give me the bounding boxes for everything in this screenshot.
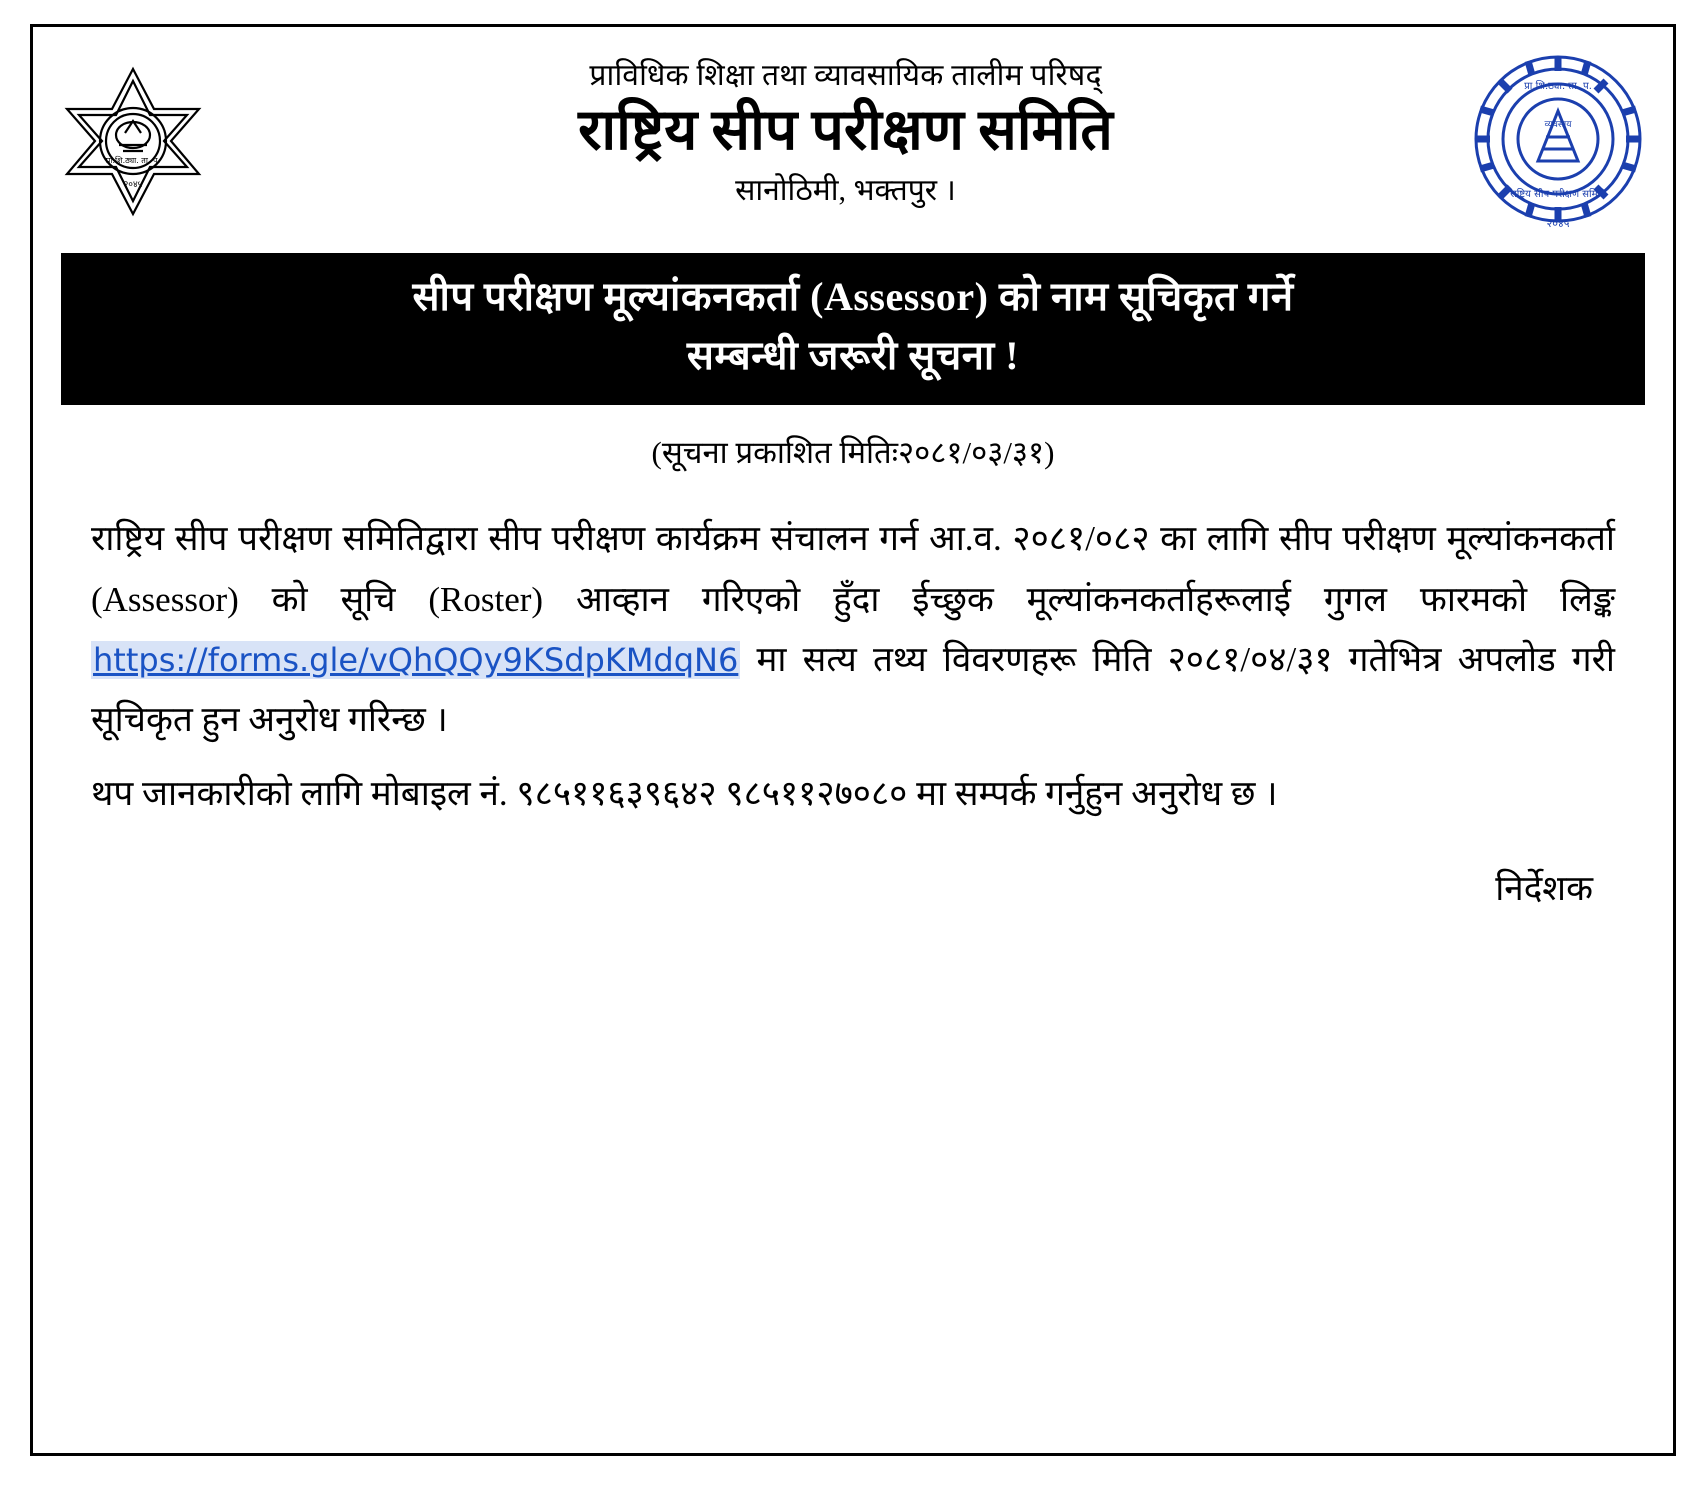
council-name: प्राविधिक शिक्षा तथा व्यावसायिक तालीम परिषद् xyxy=(589,59,1102,92)
body-paragraph-1-part-b: मा सत्य तथ्य विवरणहरू मिति २०८१/०४/३१ गतेभित्र अपलोड गरी सूचिकृत हुन अनुरोध गरिन्छ । xyxy=(91,639,1615,739)
seal-top-text: प्रा.शि.ठ्या. ता. प. xyxy=(1524,81,1592,92)
notice-title-line-1: सीप परीक्षण मूल्यांकनकर्ता (Assessor) को नाम सूचिकृत गर्ने xyxy=(412,274,1294,319)
signatory: निर्देशक xyxy=(1495,869,1593,909)
published-date: (सूचना प्रकाशित मितिः२०८१/०३/३१) xyxy=(651,435,1055,471)
body-paragraph-1 xyxy=(91,509,1615,750)
notice-title-bar xyxy=(61,253,1645,405)
body-paragraph-2: थप जानकारीको लागि मोबाइल नं. ९८५११६३९६४२ ९८५११२७०८० मा सम्पर्क गर्नुहुन अनुरोध छ । xyxy=(91,774,1278,814)
body-paragraph-1-part-a: राष्ट्रिय सीप परीक्षण समितिद्वारा सीप परीक्षण कार्यक्रम संचालन गर्न आ.व. २०८१/०८२ का लागि सीप परीक्षण मूल्यांकनकर्ता (Assessor) को सूचि (Roster) आव्हान गरिएको हुँदा ईच्छुक मूल्यांकनकर्ताहरूलाई गुगल फारमको लिङ्क xyxy=(91,519,1615,619)
left-emblem-label: प्रा.शि.ठ्या. ता. प. xyxy=(105,156,161,165)
notice-body xyxy=(91,509,1615,824)
document-header xyxy=(33,27,1673,247)
notice-document xyxy=(30,24,1676,1456)
seal-mid-text: व्यवसाय xyxy=(1544,120,1572,130)
left-emblem-year: २०४५ xyxy=(123,180,143,190)
seal-year: २०४५ xyxy=(1546,217,1570,230)
google-form-link[interactable]: https://forms.gle/vQhQQy9KSdpKMdqN6 xyxy=(93,640,739,679)
committee-name: राष्ट्रिय सीप परीक्षण समिति xyxy=(578,98,1113,162)
notice-title-line-2: सम्बन्धी जरूरी सूचना ! xyxy=(686,333,1020,379)
header-text-block xyxy=(233,57,1458,210)
ctevt-star-emblem xyxy=(53,59,213,224)
seal-ring-text: राष्ट्रिय सीप परीक्षण समिति xyxy=(1510,189,1606,200)
address-line: सानोठिमी, भक्तपुर । xyxy=(735,173,956,207)
nsts-gear-seal xyxy=(1468,49,1648,234)
